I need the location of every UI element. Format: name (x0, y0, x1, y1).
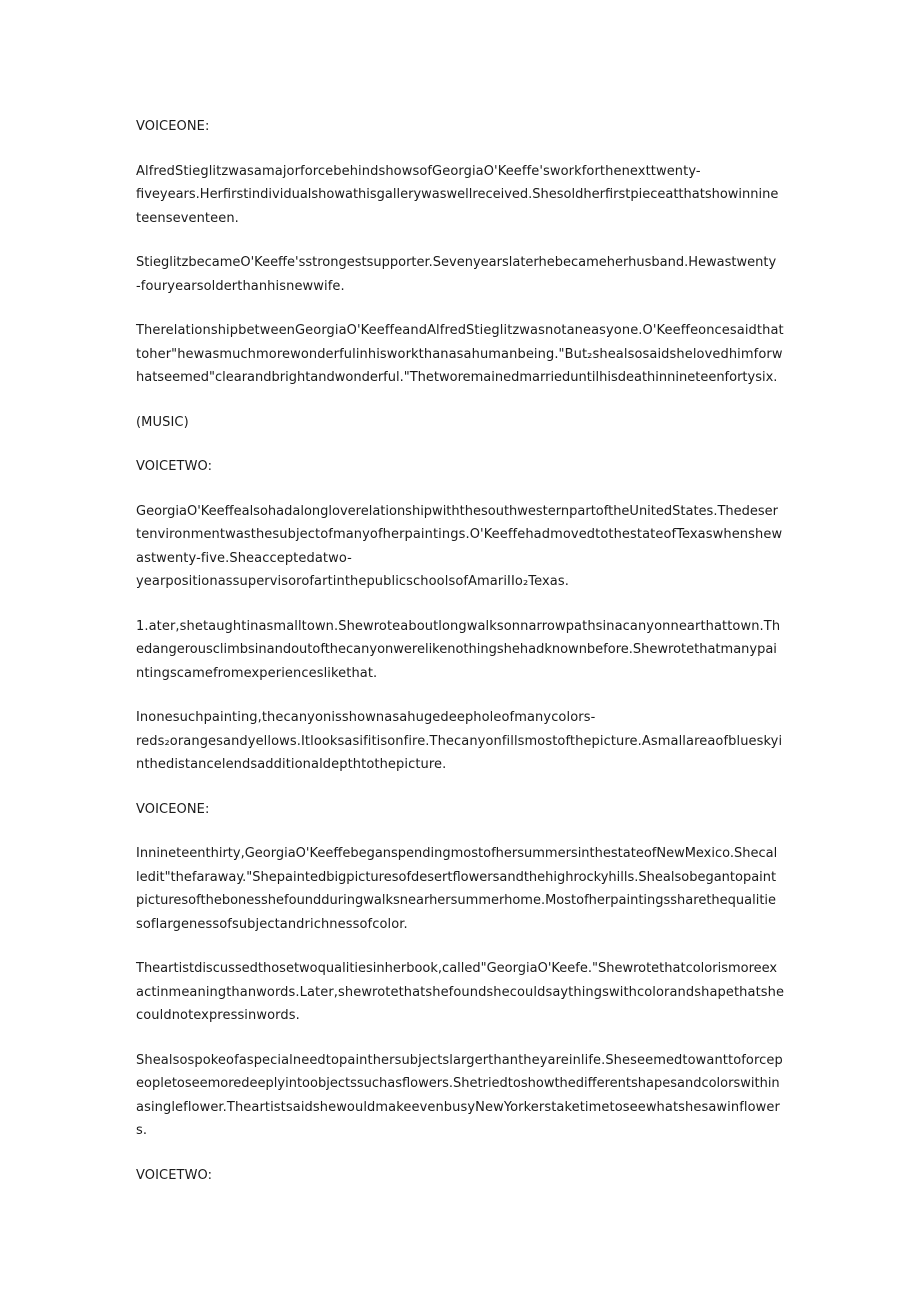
paragraph-line: ledit"thefaraway."Shepaintedbigpicturesofdesertflowersandthehighrockyhills.Shealsobegantopaint (136, 869, 777, 885)
paragraph-line: eopletoseemoredeeplyintoobjectssuchasflowers.Shetriedtoshowthedifferentshapesandcolorswithin (136, 1076, 780, 1091)
paragraph-line: asingleflower.TheartistsaidshewouldmakeevenbusyNewYorkerstaketimetoseewhatshesawinflower (136, 1099, 780, 1115)
speaker-label (136, 115, 784, 139)
paragraph (136, 957, 784, 1028)
paragraph-line: Shealsospokeofaspecialneedtopainthersubjectslargerthantheyareinlife.Sheseemedtowanttoforcep (136, 1052, 783, 1068)
paragraph-line: hatseemed"clearandbrightandwonderful."Thetworemainedmarrieduntilhisdeathinnineteenfortysix. (136, 370, 778, 385)
speaker-text: VOICETWO: (136, 1167, 213, 1183)
paragraph (136, 160, 784, 231)
paragraph-line: astwenty-five.Sheacceptedatwo- (136, 550, 352, 566)
speaker-label (136, 1164, 784, 1188)
paragraph-line: reds₂orangesandyellows.Itlooksasifitisonfire.Thecanyonfillsmostofthepicture.Asmallareaofblueskyi (136, 733, 783, 749)
paragraph-line: Theartistdiscussedthosetwoqualitiesinherbook,called"GeorgiaO'Keefe."Shewrotethatcolorismoreex (136, 961, 778, 976)
paragraph-line: fiveyears.Herfirstindividualshowathisgallerywaswellreceived.Shesoldherfirstpieceatthatshowinnine (136, 187, 779, 202)
speaker-text: VOICETWO: (136, 459, 213, 474)
paragraph-line: -fouryearsolderthanhisnewwife. (136, 278, 345, 294)
paragraph-line: Inonesuchpainting,thecanyonisshownasahugedeepholeofmanycolors- (136, 710, 596, 725)
paragraph-line: TherelationshipbetweenGeorgiaO'KeeffeandAlfredStieglitzwasnotaneasyone.O'Keeffeoncesaidthat (136, 323, 784, 338)
paragraph-line: actinmeaningthanwords.Later,shewrotethatshefoundshecouldsaythingswithcolorandshapethatshe (136, 984, 785, 1000)
document-body (136, 115, 784, 1208)
paragraph-line: yearpositionassupervisorofartinthepublicschoolsofAmariIIo₂Texas. (136, 574, 569, 589)
speaker-label (136, 798, 784, 822)
paragraph-line: Innineteenthirty,GeorgiaO'KeeffebeganspendingmostofhersummersinthestateofNewMexico.Shecal (136, 846, 778, 861)
music-cue-text: (MUSIC) (136, 414, 189, 430)
paragraph-line: 1.ater,shetaughtinasmalltown.Shewroteaboutlongwalksonnarrowpathsinacanyonnearthattown.Th (136, 618, 781, 634)
paragraph (136, 500, 784, 594)
speaker-text: VOICEONE: (136, 119, 210, 134)
paragraph-line: StieglitzbecameO'Keeffe'sstrongestsupporter.Sevenyearslaterhebecameherhusband.Hewastwenty (136, 255, 777, 270)
paragraph-line: teenseventeen. (136, 210, 239, 226)
music-cue (136, 411, 784, 435)
paragraph-line: tenvironmentwasthesubjectofmanyofherpaintings.O'KeeffehadmovedtothestateofTexaswhenshew (136, 527, 783, 542)
paragraph-line: ntingscamefromexperienceslikethat. (136, 665, 378, 681)
paragraph-line: AlfredStieglitzwasamajorforcebehindshowsofGeorgiaO'Keeffe'sworkforthenexttwenty- (136, 163, 701, 179)
paragraph-line: toher"hewasmuchmorewonderfulinhisworkthanasahumanbeing."But₂shealsosaidshelovedhimforw (136, 346, 783, 362)
paragraph-line: GeorgiaO'KeeffealsohadalongloverelationshipwiththesouthwesternpartoftheUnitedStates.Thedeser (136, 503, 779, 519)
paragraph (136, 319, 784, 390)
paragraph-line: edangerousclimbsinandoutofthecanyonwerelikenothingshehadknownbefore.Shewrotethatmanypai (136, 642, 777, 657)
paragraph (136, 615, 784, 686)
paragraph-line: nthedistancelendsadditionaldepthtothepicture. (136, 757, 447, 772)
speaker-label (136, 455, 784, 479)
paragraph-line: soflargenessofsubjectandrichnessofcolor. (136, 916, 408, 932)
paragraph-line: picturesofthebonesshefoundduringwalksnearhersummerhome.Mostofherpaintingssharethequalitie (136, 893, 777, 908)
paragraph (136, 251, 784, 298)
paragraph-line: s. (136, 1123, 148, 1138)
paragraph (136, 706, 784, 777)
paragraph (136, 842, 784, 936)
speaker-text: VOICEONE: (136, 801, 210, 817)
paragraph (136, 1049, 784, 1143)
paragraph-line: couldnotexpressinwords. (136, 1008, 300, 1023)
